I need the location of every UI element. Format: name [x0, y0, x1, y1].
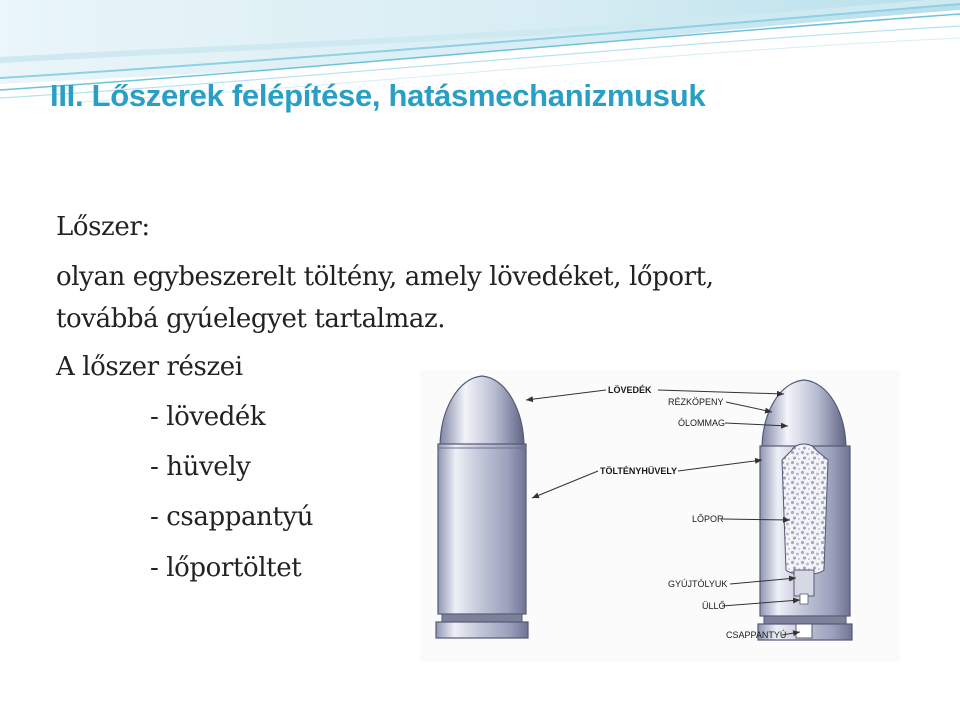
cartridge-exterior-illustration: [436, 376, 528, 638]
slide-title: III. Lőszerek felépítése, hatásmechanizmusuk: [50, 78, 706, 113]
definition-heading: Lőszer:: [56, 212, 150, 242]
list-item: - lőportöltet: [150, 553, 302, 583]
label-copper-jacket: RÉZKÖPENY: [668, 397, 724, 407]
cartridge-cutaway-illustration: [758, 380, 852, 640]
label-flash-hole: GYÚJTÓLYUK: [668, 579, 728, 589]
list-item: - csappantyú: [150, 502, 314, 532]
list-item: - hüvely: [150, 452, 251, 482]
leader-lines: [526, 390, 800, 635]
list-item: - lövedék: [150, 402, 266, 432]
definition-line-1: olyan egybeszerelt töltény, amely lövedéket, lőport,: [56, 262, 714, 292]
label-bullet: LÖVEDÉK: [608, 385, 652, 395]
label-lead-core: ÓLOMMAG: [678, 418, 726, 428]
parts-title: A lőszer részei: [56, 352, 243, 382]
label-powder: LŐPOR: [692, 514, 724, 524]
cartridge-diagram: [420, 370, 900, 662]
label-anvil: ÜLLŐ: [702, 601, 726, 611]
definition-line-2: továbbá gyúelegyet tartalmaz.: [56, 304, 446, 334]
label-primer: CSAPPANTYÚ: [726, 630, 787, 640]
label-cartridge-case: TÖLTÉNYHÜVELY: [600, 466, 678, 476]
